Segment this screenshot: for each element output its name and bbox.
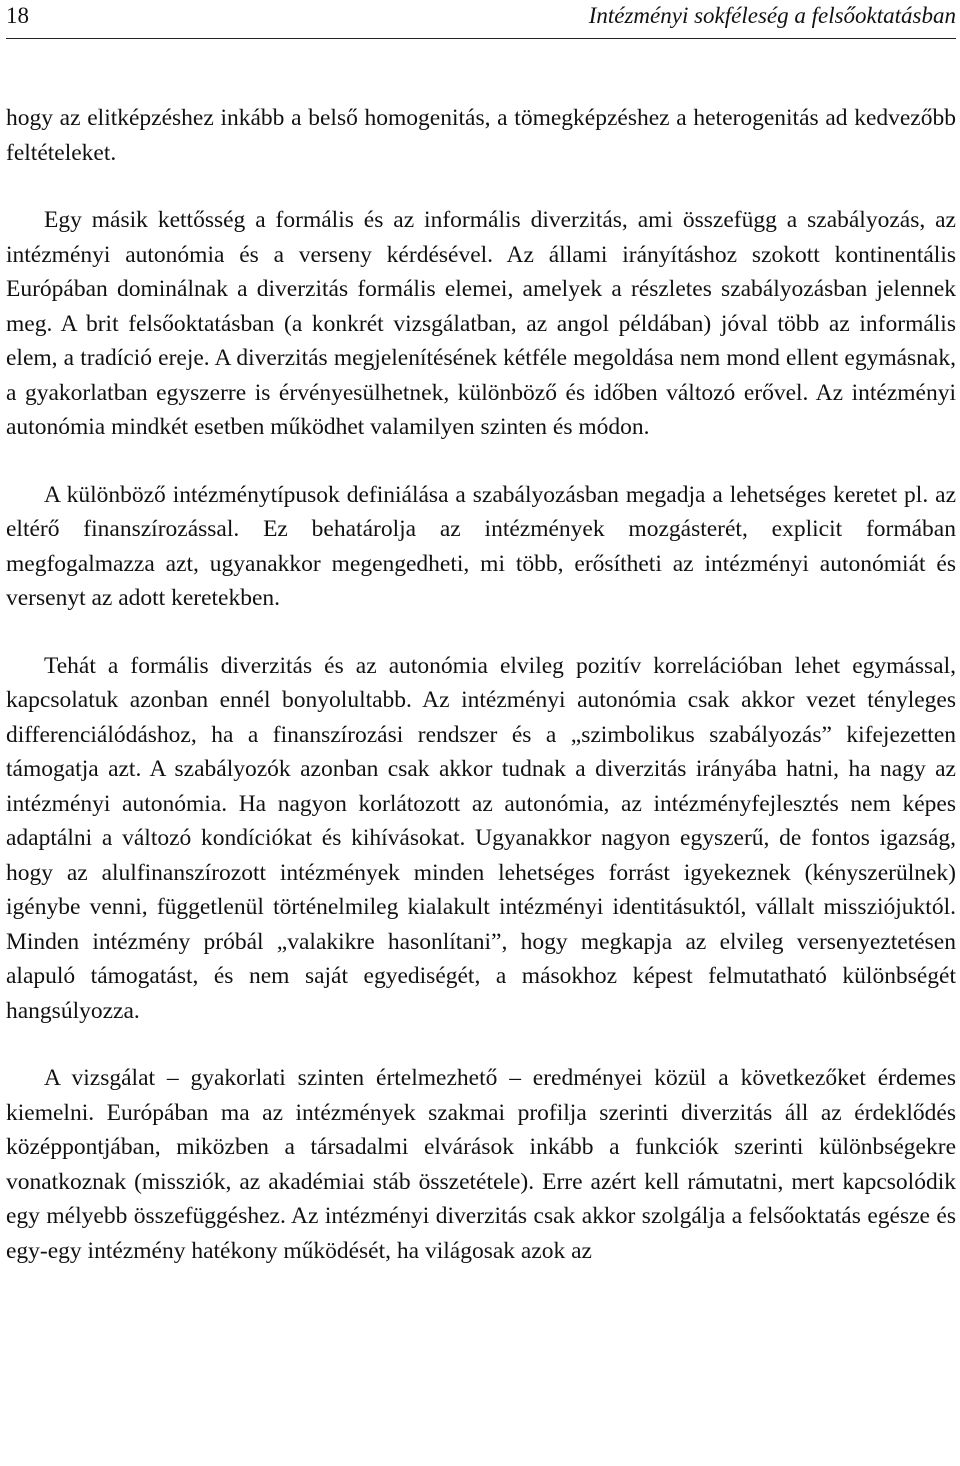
paragraph-2: Egy másik kettősség a formális és az informális diverzitás, ami összefügg a szabályozás, az intézményi autonómia és a verseny kérdésével. Az állami irányításhoz szokott kontinentális Európában dominálnak a diverzitás formális elemei, amelyek a részletes szabályozásban jelennek meg. A brit felsőoktatásban (a konkrét vizsgálatban, az angol példában) jóval több az informális elem, a tradíció ereje. A diverzitás megjelenítésének kétféle megoldása nem mond ellent egymásnak, a gyakorlatban egyszerre is érvényesülhetnek, különböző és időben változó erővel. Az intézményi autonómia mindkét esetben működhet valamilyen szinten és módon. [6, 207, 956, 440]
paragraph-3: A különböző intézménytípusok definiálása a szabályozásban megadja a lehetséges keretet pl. az eltérő finanszírozással. Ez behatárolja az intézmények mozgásterét, explicit formában megfogalmazza azt, ugyanakkor megengedheti, mi több, erősítheti az intézményi autonómiát és versenyt az adott keretekben. [6, 481, 956, 611]
paragraph-5: A vizsgálat ‒ gyakorlati szinten értelmezhető ‒ eredményei közül a következőket érdemes kiemelni. Európában ma az intézmények szakmai profilja szerinti diverzitás áll az érdeklődés középpontjában, miközben a társadalmi elvárások inkább a funkciók szerinti különbségekre vonatkoznak (missziók, az akadémiai stáb összetétele). Erre azért kell rámutatni, mert kapcsolódik egy mélyebb összefüggéshez. Az intézményi diverzitás csak akkor szolgálja a felsőoktatás egésze és egy-egy intézmény hatékony működését, ha világosak azok az [6, 1065, 956, 1264]
running-header [6, 0, 956, 39]
paragraph-1: hogy az elitképzéshez inkább a belső homogenitás, a tömegképzéshez a heterogenitás ad kedvezőbb feltételeket. [6, 105, 956, 166]
page-number: 18 [6, 3, 29, 28]
document-page [6, 0, 956, 1301]
paragraph-4: Tehát a formális diverzitás és az autonómia elvileg pozitív korrelációban lehet egymással, kapcsolatuk azonban ennél bonyolultabb. Az intézményi autonómia csak akkor vezet tényleges differenciálódáshoz, ha a finanszírozási rendszer és a „szimbolikus szabályozás” kifejezetten támogatja azt. A szabályozók azonban csak akkor tudnak a diverzitás irányába hatni, ha nagy az intézményi autonómia. Ha nagyon korlátozott az autonómia, az intézményfejlesztés nem képes adaptálni a változó kondíciókat és kihívásokat. Ugyanakkor nagyon egyszerű, de fontos igazság, hogy az alulfinanszírozott intézmények minden lehetséges forrást igyekeznek (kényszerülnek) igénybe venni, függetlenül történelmileg kialakult intézményi identitásuktól, vállalt missziójuktól. Minden intézmény próbál „valakikre hasonlítani”, hogy megkapja az elvileg versenyeztetésen alapuló támogatást, és nem saját egyediségét, a másokhoz képest felmutatható különbségét hangsúlyozza. [6, 652, 956, 1024]
body-text [6, 101, 956, 1268]
running-title: Intézményi sokféleség a felsőoktatásban [588, 3, 956, 28]
